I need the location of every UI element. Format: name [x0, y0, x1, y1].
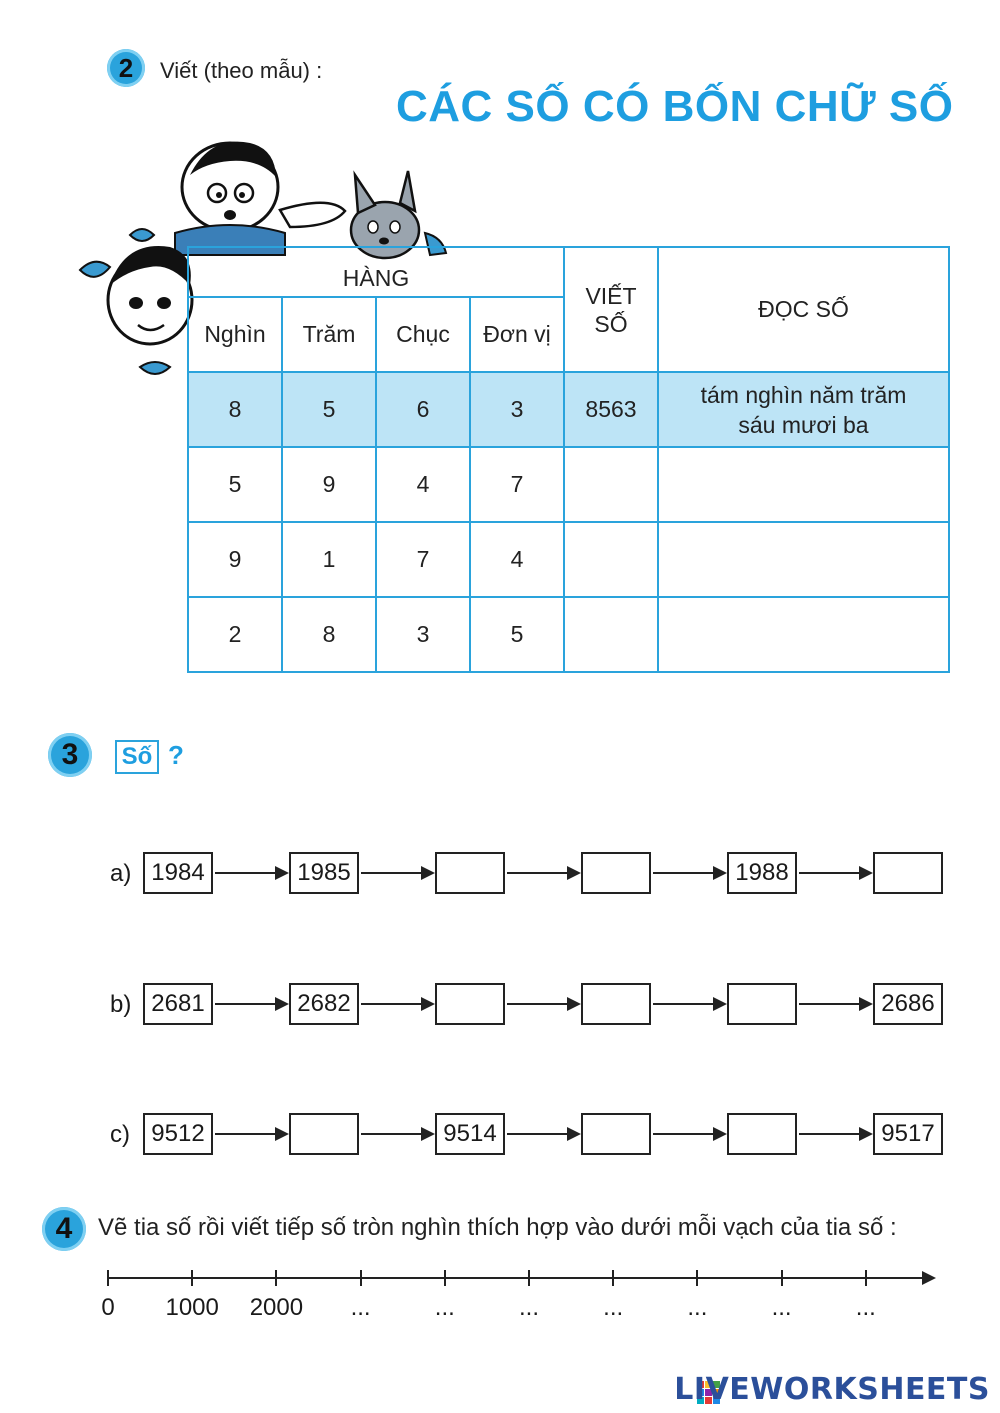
number-line-answer-label[interactable]: ...	[771, 1294, 792, 1321]
answer-viet-so[interactable]	[564, 597, 658, 672]
liveworksheets-brand: LIVEWORKSHEETS	[674, 1372, 990, 1407]
sequence-arrow	[361, 1133, 433, 1135]
cell-tram: 9	[282, 447, 376, 522]
sequence-arrow	[653, 1003, 725, 1005]
sequence-arrow	[361, 872, 433, 874]
table-row	[188, 597, 949, 672]
exercise-3-badge: 3	[48, 733, 92, 777]
number-line-tick	[696, 1270, 698, 1286]
number-line-tick-label: 0	[101, 1294, 115, 1321]
cell-tram: 5	[282, 372, 376, 447]
sequence-arrow	[799, 872, 871, 874]
number-line-answer-label[interactable]: ...	[687, 1294, 708, 1321]
cell-don-vi: 3	[470, 372, 564, 447]
number-line-answer-label[interactable]: ...	[350, 1294, 371, 1321]
table-row	[188, 372, 949, 447]
sequence-number-box: 9512	[143, 1113, 213, 1155]
number-line-tick	[865, 1270, 867, 1286]
sequence-arrow	[215, 872, 287, 874]
number-line-tick	[612, 1270, 614, 1286]
number-line-tick	[191, 1270, 193, 1286]
number-line-answer-label[interactable]: ...	[603, 1294, 624, 1321]
answer-doc-so[interactable]	[658, 522, 949, 597]
sequence-arrow	[507, 1133, 579, 1135]
header-don-vi: Đơn vị	[470, 297, 564, 372]
cell-nghin: 9	[188, 522, 282, 597]
sequence-number-box: 2682	[289, 983, 359, 1025]
question-mark: ?	[168, 740, 184, 770]
sequence-answer-box[interactable]	[727, 1113, 797, 1155]
header-tram: Trăm	[282, 297, 376, 372]
sequence-number-box: 1985	[289, 852, 359, 894]
header-viet-so: VIẾT SỐ	[564, 247, 658, 372]
answer-viet-so[interactable]	[564, 522, 658, 597]
number-line-answer-label[interactable]: ...	[855, 1294, 876, 1321]
number-line-tick	[528, 1270, 530, 1286]
sequence-number-box: 1988	[727, 852, 797, 894]
sequence-number-box: 9517	[873, 1113, 943, 1155]
sequence-number-box: 1984	[143, 852, 213, 894]
header-chuc: Chục	[376, 297, 470, 372]
cell-doc-so: tám nghìn năm trăm sáu mươi ba	[658, 372, 949, 447]
header-hang: HÀNG	[188, 247, 564, 297]
cell-chuc: 4	[376, 447, 470, 522]
number-line-answer-label[interactable]: ...	[434, 1294, 455, 1321]
sequence-row-label: b)	[110, 991, 132, 1018]
number-line-ray	[108, 1277, 934, 1279]
cell-don-vi: 7	[470, 447, 564, 522]
number-line-tick-label: 1000	[165, 1294, 219, 1321]
cell-tram: 1	[282, 522, 376, 597]
cell-viet-so: 8563	[564, 372, 658, 447]
sequence-answer-box[interactable]	[435, 852, 505, 894]
sequence-answer-box[interactable]	[581, 852, 651, 894]
number-line-tick	[360, 1270, 362, 1286]
sequence-arrow	[653, 872, 725, 874]
header-nghin: Nghìn	[188, 297, 282, 372]
page-title: CÁC SỐ CÓ BỐN CHỮ SỐ	[396, 82, 954, 131]
table-row	[188, 522, 949, 597]
sequence-number-box: 2686	[873, 983, 943, 1025]
table-row	[188, 447, 949, 522]
sequence-arrow	[799, 1003, 871, 1005]
cell-chuc: 7	[376, 522, 470, 597]
sequence-arrow	[361, 1003, 433, 1005]
cell-don-vi: 4	[470, 522, 564, 597]
sequence-arrow	[215, 1003, 287, 1005]
exercise-4-badge: 4	[42, 1207, 86, 1251]
sequence-answer-box[interactable]	[581, 1113, 651, 1155]
cell-nghin: 2	[188, 597, 282, 672]
exercise-4-instruction: Vẽ tia số rồi viết tiếp số tròn nghìn thích hợp vào dưới mỗi vạch của tia số :	[98, 1214, 897, 1241]
place-value-table	[187, 246, 950, 673]
number-line-tick-label: 2000	[249, 1294, 304, 1321]
number-line-answer-label[interactable]: ...	[518, 1294, 539, 1321]
answer-doc-so[interactable]	[658, 447, 949, 522]
answer-doc-so[interactable]	[658, 597, 949, 672]
number-line-tick	[444, 1270, 446, 1286]
exercise-2-instruction: Viết (theo mẫu) :	[160, 58, 323, 83]
cell-don-vi: 5	[470, 597, 564, 672]
cell-nghin: 8	[188, 372, 282, 447]
number-line-tick	[781, 1270, 783, 1286]
number-line-tick	[275, 1270, 277, 1286]
exercise-2-badge: 2	[107, 49, 145, 87]
sequence-answer-box[interactable]	[435, 983, 505, 1025]
sequence-answer-box[interactable]	[289, 1113, 359, 1155]
so-label-box: Số	[115, 740, 159, 774]
sequence-arrow	[799, 1133, 871, 1135]
sequence-arrow	[653, 1133, 725, 1135]
sequence-row-label: a)	[110, 860, 132, 887]
cell-nghin: 5	[188, 447, 282, 522]
cell-chuc: 6	[376, 372, 470, 447]
sequence-number-box: 2681	[143, 983, 213, 1025]
sequence-row-label: c)	[110, 1121, 130, 1148]
answer-viet-so[interactable]	[564, 447, 658, 522]
sequence-answer-box[interactable]	[581, 983, 651, 1025]
cell-chuc: 3	[376, 597, 470, 672]
sequence-number-box: 9514	[435, 1113, 505, 1155]
sequence-answer-box[interactable]	[873, 852, 943, 894]
number-line-tick	[107, 1270, 109, 1286]
sequence-answer-box[interactable]	[727, 983, 797, 1025]
header-doc-so: ĐỌC SỐ	[658, 247, 949, 372]
sequence-arrow	[507, 1003, 579, 1005]
sequence-arrow	[507, 872, 579, 874]
sequence-arrow	[215, 1133, 287, 1135]
cell-tram: 8	[282, 597, 376, 672]
